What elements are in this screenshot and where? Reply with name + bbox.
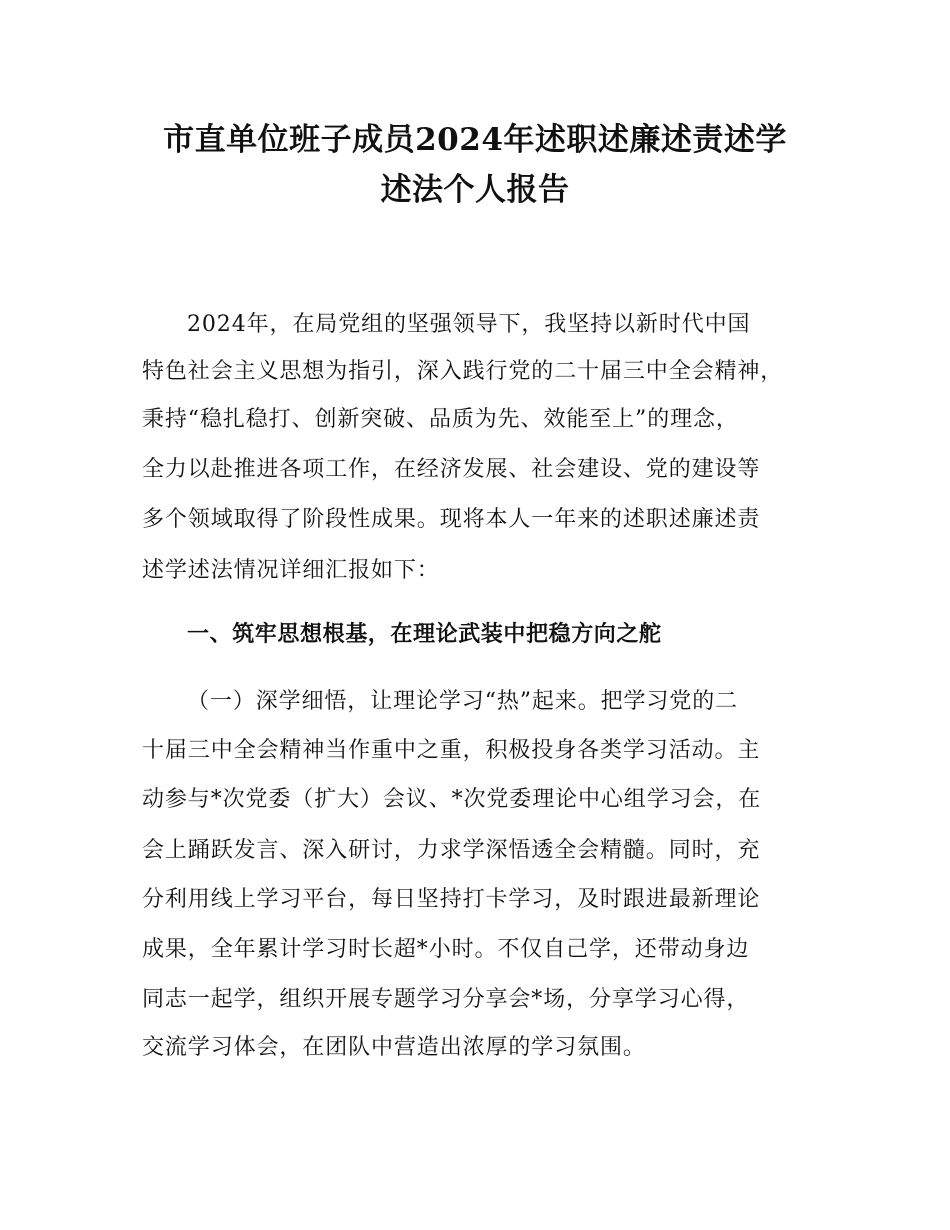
intro-line: 多个领域取得了阶段性成果。现将本人一年来的述职述廉述责 (142, 507, 761, 532)
section-line: 十届三中全会精神当作重中之重，积极投身各类学习活动。主 (142, 738, 761, 763)
section-line: 会上踊跃发言、深入研讨，力求学深悟透全会精髓。同时，充 (142, 838, 761, 863)
section-line: 成果，全年累计学习时长超*小时。不仅自己学，还带动身边 (142, 937, 750, 962)
intro-line: 述学述法情况详细汇报如下： (142, 558, 440, 583)
section-line: 交流学习体会，在团队中营造出浓厚的学习氛围。 (142, 1035, 646, 1060)
section-heading: 一、筑牢思想根基，在理论武装中把稳方向之舵 (187, 622, 662, 647)
intro-line: 特色社会主义思想为指引，深入践行党的二十届三中全会精神， (142, 359, 784, 384)
section-line: （一）深学细悟，让理论学习“热”起来。把学习党的二 (187, 689, 738, 714)
document-title-line-1: 市直单位班子成员2024年述职述廉述责述学 (163, 122, 787, 158)
intro-line: 秉持“稳扎稳打、创新突破、品质为先、效能至上”的理念， (142, 407, 739, 432)
section-line: 同志一起学，组织开展专题学习分享会*场，分享学习心得， (142, 987, 750, 1012)
section-line: 动参与*次党委（扩大）会议、*次党委理论中心组学习会，在 (142, 787, 762, 812)
section-line: 分利用线上学习平台，每日坚持打卡学习，及时跟进最新理论 (142, 887, 761, 912)
intro-line: 2024年，在局党组的坚强领导下，我坚持以新时代中国 (187, 312, 751, 337)
document-title-line-2: 述法个人报告 (380, 172, 570, 208)
intro-line: 全力以赴推进各项工作，在经济发展、社会建设、党的建设等 (142, 457, 761, 482)
